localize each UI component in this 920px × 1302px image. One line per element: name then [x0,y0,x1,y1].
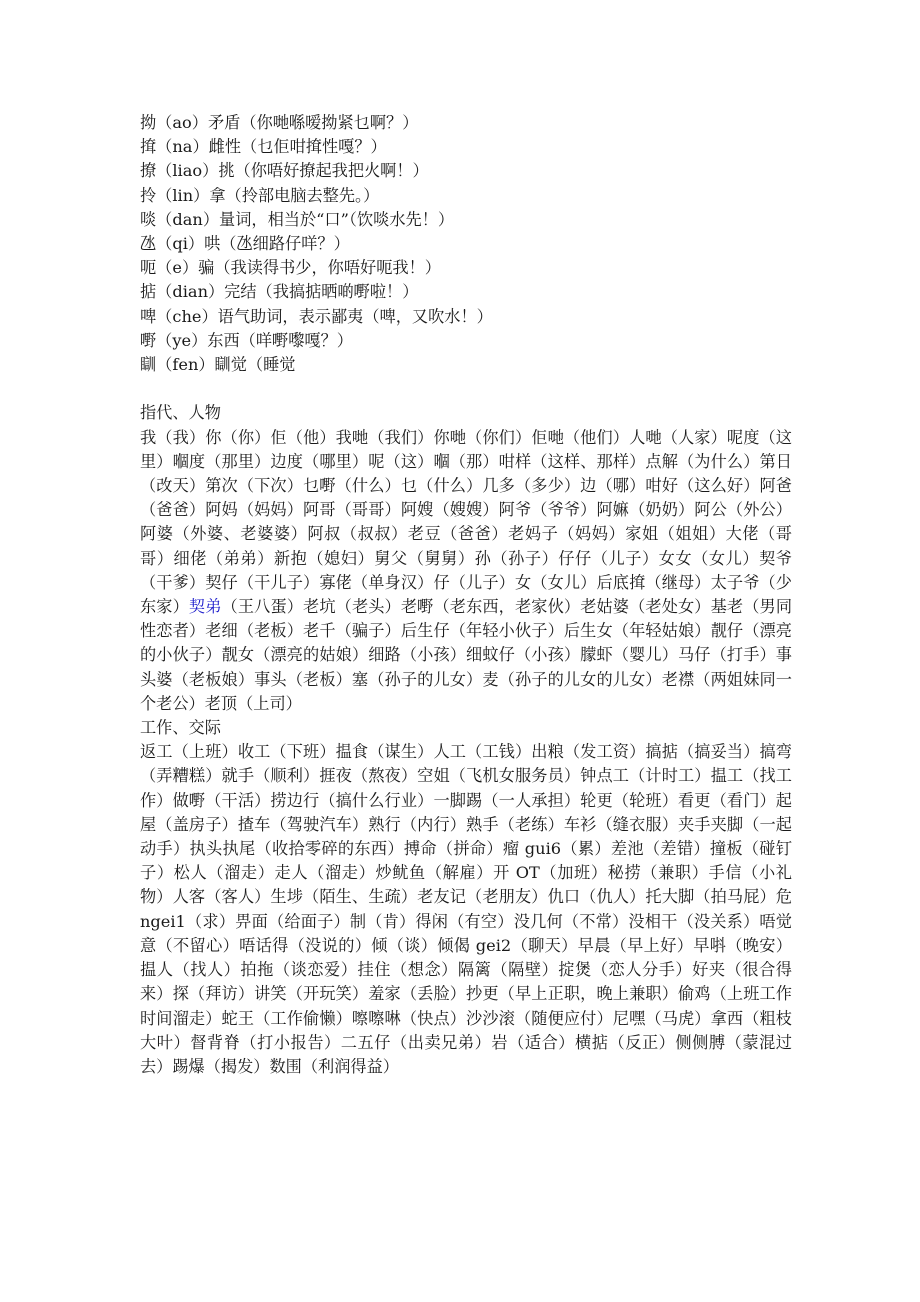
list-item: 掂（dian）完结（我搞掂晒啲嘢啦！） [140,282,419,302]
qidi-link[interactable]: 契弟 [188,597,222,617]
list-item: 瞓（fen）瞓觉（睡觉 [140,355,296,375]
pronouns-text-part-2: （王八蛋）老坑（老头）老嘢（老东西，老家伙）老姑婆（老处女）基老（男同性恋者）老细（老板）老千（骗子）后生仔（年轻小伙子）后生女（年轻姑娘）靓仔（漂亮的小伙子）靓女（漂亮的姑娘）细路（小孩）细蚊仔（小孩）朦虾（婴儿）马仔（打手）事头婆（老板娘）事头（老板）塞（孙子的儿女）麦（孙子的儿女的儿女）老襟（两姐妹同一个老公）老顶（上司） [140,597,793,713]
section-heading-pronouns: 指代、人物 [140,403,221,423]
pronouns-text-part-1: 我（我）你（你）佢（他）我哋（我们）你哋（你们）佢哋（他们）人哋（人家）呢度（这里）嗰度（那里）边度（哪里）呢（这）嗰（那）咁样（这样、那样）点解（为什么）第日（改天）第次（下次）乜嘢（什么）乜（什么）几多（多少）边（哪）咁好（这么好）阿爸（爸爸）阿妈（妈妈）阿哥（哥哥）阿嫂（嫂嫂）阿爷（爷爷）阿嫲（奶奶）阿公（外公）阿婆（外婆、老婆婆）阿叔（叔叔）老豆（爸爸）老妈子（妈妈）家姐（姐姐）大佬（哥哥）细佬（弟弟）新抱（媳妇）舅父（舅舅）孙（孙子）仔仔（儿子）女女（女儿）契爷（干爹）契仔（干儿子）寡佬（单身汉）仔（儿子）女（女儿）后底𢱕（继母）太子爷（少东家） [140,427,792,617]
section-heading-work: 工作、交际 [140,718,221,738]
list-item: 撩（liao）挑（你唔好撩起我把火啊！） [140,161,429,181]
vocabulary-list [140,111,792,377]
list-item: 拎（lin）拿（拎部电脑去整先。） [140,185,380,205]
list-item: 拗（ao）矛盾（你哋喺嗳拗紧乜啊？） [140,113,419,132]
pronouns-paragraph [140,426,792,716]
document-page [140,111,792,1079]
list-item: 啤（che）语气助词，表示鄙夷（啤，又吹水！） [140,306,493,326]
list-item: 呃（e）骗（我读得书少，你唔好呃我！） [140,258,441,278]
list-item: 𢱕（na）雌性（乜佢咁𢱕性嘎？） [140,137,387,157]
list-item: 氹（qi）哄（氹细路仔咩？） [140,234,350,254]
list-item: 嘢（ye）东西（咩嘢嚟嘎？） [140,330,353,350]
work-paragraph: 返工（上班）收工（下班）揾食（谋生）人工（工钱）出粮（发工资）搞掂（搞妥当）搞弯（弄糟糕）就手（顺利）捱夜（熬夜）空姐（飞机女服务员）钟点工（计时工）揾工（找工作）做嘢（干活）捞边行（搞什么行业）一脚踢（一人承担）轮更（轮班）看更（看门）起屋（盖房子）揸车（驾驶汽车）熟行（内行）熟手（老练）车衫（缝衣服）夹手夹脚（一起动手）执头执尾（收拾零碎的东西）搏命（拼命）瘤 gui6（累）差池（差错）撞板（碰钉子）松人（溜走）走人（溜走）炒鱿鱼（解雇）开 OT（加班）秘捞（兼职）手信（小礼物）人客（客人）生埗（陌生、生疏）老友记（老朋友）仇口（仇人）托大脚（拍马屁）危 ngei1（求）畀面（给面子）制（肯）得闲（有空）没几何（不常）没相干（没关系）唔觉意（不留心）唔话得（没说的）倾（谈）倾偈 gei2（聊天）早晨（早上好）早唞（晚安）揾人（找人）拍拖（谈恋爱）挂住（想念）隔篱（隔壁）掟煲（恋人分手）好夹（很合得来）探（拜访）讲笑（开玩笑）羞家（丢脸）抄更（早上正职，晚上兼职）偷鸡（上班工作时间溜走）蛇王（工作偷懒）嚓嚓啉（快点）沙沙滚（随便应付）尼嘿（马虎）拿西（粗枝大叶）督背脊（打小报告）二五仔（出卖兄弟）岩（适合）横掂（反正）侧侧膊（蒙混过去）踢爆（揭发）数围（利润得益） [140,742,792,1076]
blank-line [140,377,792,401]
list-item: 啖（dan）量词，相当於“口”（饮啖水先！） [140,209,455,229]
